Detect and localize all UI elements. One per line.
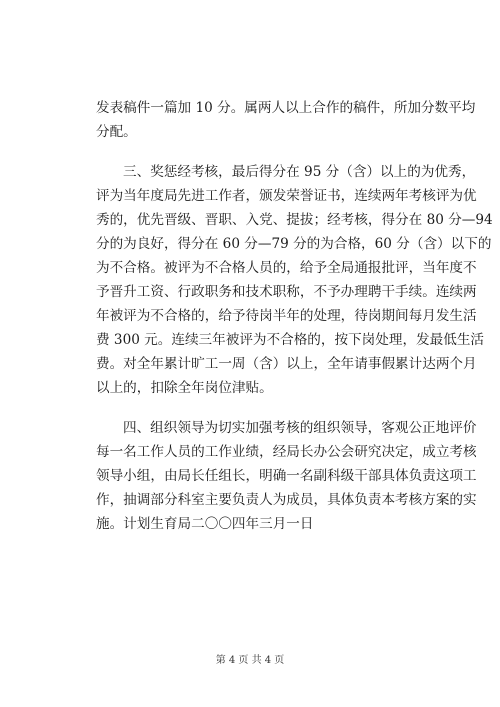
text-line: 年被评为不合格的，给予待岗半年的处理，待岗期间每月发生活: [96, 308, 477, 324]
paragraph-organization: [96, 416, 477, 536]
text-line: 评为当年度局先进工作者，颁发荣誉证书，连续两年考核评为优: [96, 188, 477, 204]
paragraph-rewards-penalties: [96, 160, 493, 400]
paragraph-gap: [96, 144, 402, 160]
text-line: 为不合格。被评为不合格人员的，给予全局通报批评，当年度不: [96, 260, 477, 276]
text-line: 三、奖惩经考核，最后得分在 95 分（含）以上的为优秀，: [123, 164, 476, 180]
text-line: 以上的，扣除全年岗位津贴。: [96, 380, 273, 396]
text-line: 发表稿件一篇加 10 分。属两人以上合作的稿件，所加分数平均: [96, 100, 476, 116]
text-line: 四、组织领导为切实加强考核的组织领导，客观公正地评价: [123, 420, 477, 436]
paragraph-continuation: [96, 96, 476, 144]
text-line: 作，抽调部分科室主要负责人为成员，具体负责本考核方案的实: [96, 492, 477, 508]
text-line: 分的为良好，得分在 60 分—79 分的为合格，60 分（含）以下的: [96, 236, 492, 252]
text-line: 费 300 元。连续三年被评为不合格的，按下岗处理，发最低生活: [96, 332, 485, 348]
text-line: 费。对全年累计旷工一周（含）以上，全年请事假累计达两个月: [96, 356, 477, 372]
text-line: 每一名工作人员的工作业绩，经局长办公会研究决定，成立考核: [96, 444, 477, 460]
text-line: 领导小组，由局长任组长，明确一名副科级干部具体负责这项工: [96, 468, 477, 484]
text-line: 秀的，优先晋级、晋职、入党、提拔；经考核，得分在 80 分—94: [96, 212, 493, 228]
text-line: 予晋升工资、行政职务和技术职称，不予办理聘干手续。连续两: [96, 284, 477, 300]
page-footer: 第 4 页 共 4 页: [215, 655, 285, 666]
document-body: [96, 96, 493, 536]
text-line: 分配。: [96, 124, 137, 140]
text-line: 施。计划生育局二〇〇四年三月一日: [96, 516, 314, 532]
paragraph-gap: [96, 400, 402, 416]
